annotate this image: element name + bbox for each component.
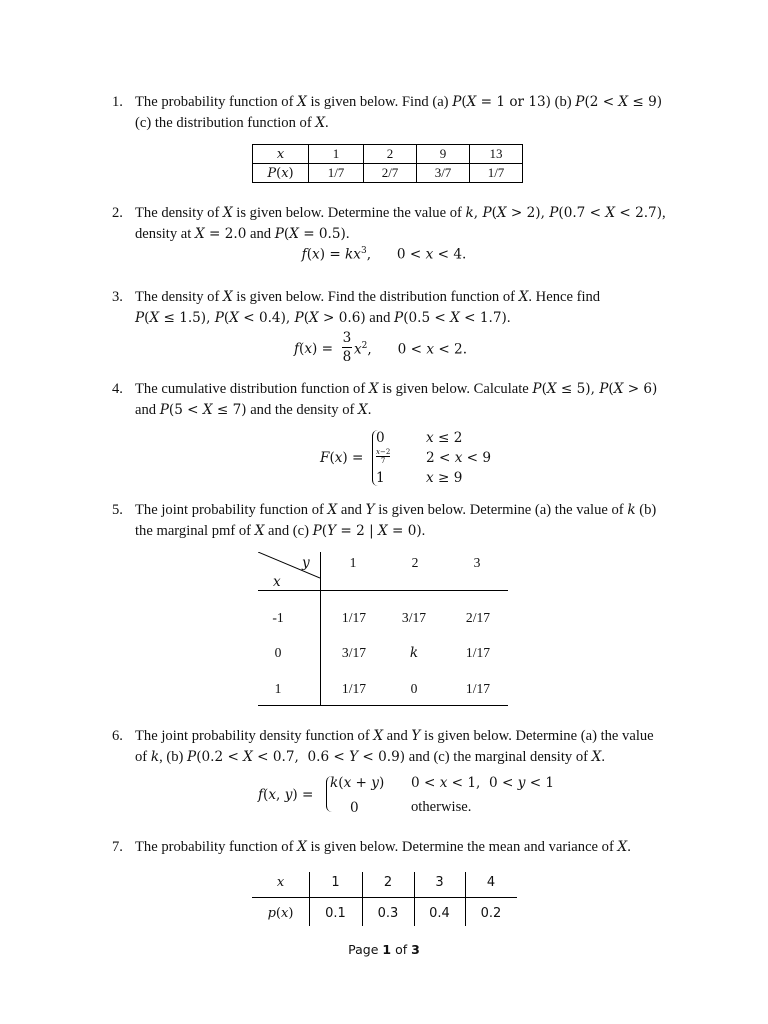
table-cell: 13 (470, 145, 523, 164)
table-cell: 0.4 (429, 906, 450, 921)
table-cell: 0.1 (325, 906, 346, 921)
current-page-number: 1 (382, 942, 392, 957)
row-header: -1 (272, 610, 284, 625)
table-cell: 3/17 (401, 610, 427, 625)
table-cell: 2 (383, 875, 393, 890)
question-number: 7. (112, 839, 123, 855)
table-cell: 2/7 (364, 164, 417, 183)
q5-joint-probability-table (258, 552, 508, 706)
table-cell: k (409, 645, 419, 661)
column-header-label: y (302, 555, 310, 571)
q6-joint-density-formula: f(x, y) = k(x + y) 0 0 < x < 1, 0 < y < 1 otherwise. (258, 775, 555, 816)
question-3: 3. The density of X is given below. Find the distribution function of X. Hence find P(X ≤ 1.5), P(X < 0.4), P(X > 0.6) and P(0.5 < X < 1.7). (112, 289, 601, 326)
table-cell: 1/17 (341, 681, 367, 696)
column-header: 2 (411, 555, 419, 570)
table-cell: 1/17 (465, 645, 491, 660)
q3-density-formula: f(x) = 3 8 $x^2$, 0 < x < 2. (294, 330, 468, 365)
table-cell: 4 (486, 875, 496, 890)
table-header-cell: x (276, 875, 285, 890)
question-4: 4. The cumulative distribution function of X is given below. Calculate P(X ≤ 5), P(X > 6) and P(5 < X ≤ 7) and the density of X. (112, 381, 658, 418)
table-cell: 1/7 (470, 164, 523, 183)
table-cell: 1 (331, 875, 340, 890)
question-5: 5. The joint probability function of X and Y is given below. Determine (a) the value of k (b) the marginal pmf of X and (c) P(Y = 2 | X = 0). (112, 502, 657, 539)
q7-probability-table (252, 870, 517, 926)
table-cell: 1/17 (465, 681, 491, 696)
question-7: 7. The probability function of X is given below. Determine the mean and variance of X. (112, 837, 682, 858)
table-cell: 2/17 (465, 610, 491, 625)
q4-cdf-formula: F(x) = 0 x−2 7 1 x ≤ 2 2 < x < 9 x ≥ 9 (320, 430, 492, 486)
table-cell: 3/7 (417, 164, 470, 183)
question-6: 6. The joint probability density function of X and Y is given below. Determine (a) the value of k, (b) P(0.2 < X < 0.7, 0.6 < Y < 0.9) and (c) the marginal density of X. (112, 728, 654, 765)
question-number: 2. (112, 205, 123, 221)
question-number: 6. (112, 728, 123, 744)
table-cell: 1/7 (309, 164, 364, 183)
table-cell: 1 (309, 145, 364, 164)
table-cell: 0.2 (480, 906, 502, 921)
question-2: 2. The density of X is given below. Determine the value of k, P(X > 2), P(0.7 < X < 2.7), density at X = 2.0 and P(X = 0.5). (112, 205, 666, 242)
page-footer: Page 1 of 3 (348, 942, 420, 957)
row-header: 1 (274, 681, 282, 696)
table-cell: 1/17 (341, 610, 367, 625)
row-header: 0 (274, 645, 282, 660)
table-cell: 2 (364, 145, 417, 164)
table-cell: 0 (410, 681, 418, 696)
question-number: 4. (112, 381, 123, 397)
table-cell: 3/17 (341, 645, 367, 660)
column-header: 1 (349, 555, 357, 570)
table-header-cell: x (253, 145, 309, 164)
table-cell: 0.3 (377, 906, 399, 921)
question-number: 5. (112, 502, 123, 518)
table-cell: 9 (417, 145, 470, 164)
table-cell: 3 (435, 875, 444, 890)
row-header-label: x (273, 574, 281, 590)
total-page-count: 3 (411, 942, 420, 957)
q2-density-formula: $f(x) = kx^3$, 0 < x < 4. (301, 246, 467, 263)
question-1: 1. The probability function of X is given below. Find (a) P(X = 1 or 13) (b) P(2 < X ≤ 9) (c) the distribution function of X. (112, 94, 663, 131)
column-header: 3 (473, 555, 481, 570)
table-header-cell: P(x) (253, 164, 309, 183)
q1-probability-table (252, 144, 523, 183)
table-header-cell: p(x) (267, 906, 294, 921)
question-number: 1. (112, 94, 123, 110)
corner-diagonal (258, 552, 320, 590)
question-number: 3. (112, 289, 123, 305)
